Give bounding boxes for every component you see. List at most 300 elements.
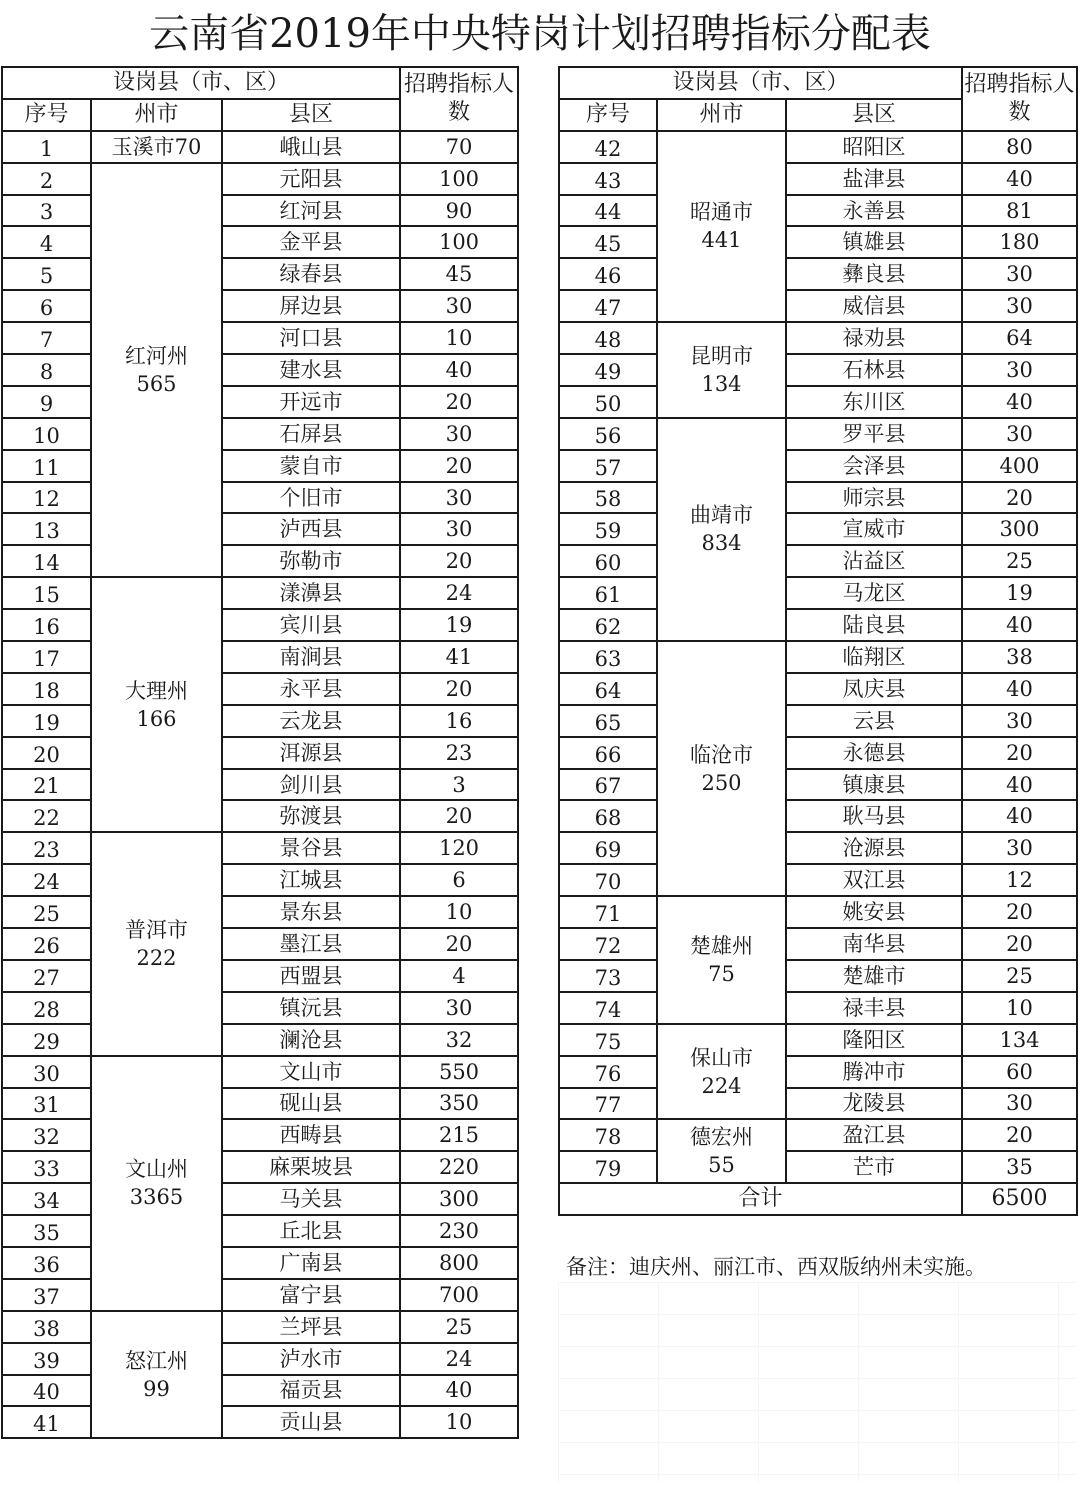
- seq-cell: 57: [559, 450, 657, 482]
- county-cell: 临翔区: [786, 641, 962, 673]
- city-header: 州市: [657, 99, 786, 131]
- total-value: 6500: [962, 1183, 1077, 1215]
- seq-cell: 33: [2, 1151, 91, 1183]
- county-cell: 福贡县: [222, 1375, 400, 1407]
- seq-cell: 42: [559, 131, 657, 163]
- county-cell: 峨山县: [222, 131, 400, 163]
- count-cell: 80: [962, 131, 1077, 163]
- city-cell: [657, 896, 786, 1024]
- city-header: 州市: [91, 99, 222, 131]
- city-name: 文山州: [125, 1157, 188, 1182]
- seq-cell: 21: [2, 769, 91, 801]
- county-cell: 绿春县: [222, 258, 400, 290]
- seq-cell: 6: [2, 290, 91, 322]
- table-row: [2, 386, 518, 418]
- seq-cell: 60: [559, 545, 657, 577]
- count-cell: 20: [962, 482, 1077, 514]
- table-row: [559, 960, 1077, 992]
- county-cell: 会泽县: [786, 450, 962, 482]
- seq-cell: 2: [2, 163, 91, 195]
- county-cell: 金平县: [222, 226, 400, 258]
- table-row: [2, 800, 518, 832]
- seq-cell: 43: [559, 163, 657, 195]
- county-cell: 沧源县: [786, 832, 962, 864]
- table-row: [559, 513, 1077, 545]
- count-cell: 350: [400, 1088, 518, 1120]
- seq-cell: 25: [2, 896, 91, 928]
- table-row: [2, 1119, 518, 1151]
- city-total: 222: [136, 945, 177, 970]
- table-row: [2, 992, 518, 1024]
- table-row: [2, 960, 518, 992]
- county-cell: 广南县: [222, 1247, 400, 1279]
- seq-cell: 14: [2, 545, 91, 577]
- county-cell: 墨江县: [222, 928, 400, 960]
- table-row: [559, 482, 1077, 514]
- count-cell: 40: [400, 1375, 518, 1407]
- county-cell: 开远市: [222, 386, 400, 418]
- count-cell: 64: [962, 322, 1077, 354]
- seq-cell: 75: [559, 1024, 657, 1056]
- table-row: [2, 418, 518, 450]
- county-cell: 西畴县: [222, 1119, 400, 1151]
- county-cell: 腾冲市: [786, 1056, 962, 1088]
- city-total: 99: [143, 1376, 170, 1401]
- header-row: [2, 67, 518, 99]
- table-row: [2, 769, 518, 801]
- city-total: 75: [708, 961, 735, 986]
- county-cell: 永平县: [222, 673, 400, 705]
- table-row: [559, 641, 1077, 673]
- count-cell: 40: [962, 769, 1077, 801]
- city-name: 保山市: [690, 1045, 753, 1070]
- count-cell: 38: [962, 641, 1077, 673]
- count-cell: 700: [400, 1279, 518, 1311]
- table-row: [559, 673, 1077, 705]
- table-row: [559, 545, 1077, 577]
- city-total: 134: [701, 371, 742, 396]
- count-cell: 32: [400, 1024, 518, 1056]
- count-header: 招聘指标人数: [962, 67, 1077, 131]
- table-row: [2, 832, 518, 864]
- empty-grid-background: [558, 1282, 1076, 1482]
- table-row: [2, 1279, 518, 1311]
- seq-cell: 35: [2, 1215, 91, 1247]
- seq-cell: 47: [559, 290, 657, 322]
- seq-cell: 76: [559, 1056, 657, 1088]
- table-row: [2, 896, 518, 928]
- city-total: 565: [136, 371, 177, 396]
- county-cell: 昭阳区: [786, 131, 962, 163]
- seq-cell: 73: [559, 960, 657, 992]
- county-cell: 麻栗坡县: [222, 1151, 400, 1183]
- seq-cell: 13: [2, 513, 91, 545]
- county-header: 县区: [786, 99, 962, 131]
- seq-cell: 62: [559, 609, 657, 641]
- county-cell: 漾濞县: [222, 577, 400, 609]
- city-name: 昆明市: [690, 343, 753, 368]
- table-row: [2, 577, 518, 609]
- allocation-table-left: [1, 66, 519, 1439]
- county-cell: 耿马县: [786, 800, 962, 832]
- table-row: [2, 290, 518, 322]
- count-cell: 23: [400, 737, 518, 769]
- count-cell: 10: [400, 322, 518, 354]
- table-row: [2, 1183, 518, 1215]
- table-row: [2, 1311, 518, 1343]
- count-cell: 120: [400, 832, 518, 864]
- seq-cell: 70: [559, 864, 657, 896]
- count-cell: 20: [962, 1119, 1077, 1151]
- table-row: [2, 258, 518, 290]
- county-cell: 云龙县: [222, 705, 400, 737]
- count-cell: 45: [400, 258, 518, 290]
- county-cell: 镇沅县: [222, 992, 400, 1024]
- city-cell: [91, 1056, 222, 1311]
- city-total: 250: [701, 770, 742, 795]
- table-row: [559, 386, 1077, 418]
- seq-cell: 10: [2, 418, 91, 450]
- table-row: [559, 896, 1077, 928]
- count-cell: 35: [962, 1151, 1077, 1183]
- table-row: [2, 513, 518, 545]
- seq-cell: 48: [559, 322, 657, 354]
- seq-cell: 23: [2, 832, 91, 864]
- table-row: [559, 577, 1077, 609]
- count-cell: 30: [962, 354, 1077, 386]
- seq-cell: 7: [2, 322, 91, 354]
- table-row: [2, 1247, 518, 1279]
- count-cell: 40: [400, 354, 518, 386]
- count-header: 招聘指标人数: [400, 67, 518, 131]
- county-cell: 兰坪县: [222, 1311, 400, 1343]
- table-row: [2, 322, 518, 354]
- table-row: [2, 482, 518, 514]
- seq-cell: 22: [2, 800, 91, 832]
- seq-cell: 50: [559, 386, 657, 418]
- seq-cell: 77: [559, 1088, 657, 1120]
- county-cell: 洱源县: [222, 737, 400, 769]
- city-name: 红河州: [125, 343, 188, 368]
- county-cell: 隆阳区: [786, 1024, 962, 1056]
- count-cell: 40: [962, 609, 1077, 641]
- count-cell: 20: [400, 545, 518, 577]
- count-cell: 3: [400, 769, 518, 801]
- table-row: [559, 195, 1077, 227]
- seq-cell: 41: [2, 1406, 91, 1438]
- table-row: [559, 354, 1077, 386]
- table-row: [559, 163, 1077, 195]
- county-cell: 屏边县: [222, 290, 400, 322]
- county-cell: 蒙自市: [222, 450, 400, 482]
- seq-cell: 66: [559, 737, 657, 769]
- seq-cell: 36: [2, 1247, 91, 1279]
- county-cell: 个旧市: [222, 482, 400, 514]
- county-cell: 西盟县: [222, 960, 400, 992]
- seq-cell: 24: [2, 864, 91, 896]
- city-name: 普洱市: [125, 917, 188, 942]
- table-row: [2, 163, 518, 195]
- count-cell: 81: [962, 195, 1077, 227]
- count-cell: 800: [400, 1247, 518, 1279]
- county-cell: 镇康县: [786, 769, 962, 801]
- count-cell: 41: [400, 641, 518, 673]
- county-cell: 弥勒市: [222, 545, 400, 577]
- table-row: [559, 992, 1077, 1024]
- header-row: [559, 67, 1077, 99]
- count-cell: 300: [400, 1183, 518, 1215]
- city-name: 楚雄州: [690, 933, 753, 958]
- seq-cell: 45: [559, 226, 657, 258]
- table-row: [2, 864, 518, 896]
- table-row: [2, 705, 518, 737]
- county-cell: 泸水市: [222, 1343, 400, 1375]
- seq-cell: 37: [2, 1279, 91, 1311]
- table-row: [2, 450, 518, 482]
- count-cell: 20: [400, 450, 518, 482]
- table-row: [2, 609, 518, 641]
- table-row: [2, 1024, 518, 1056]
- table-row: [2, 673, 518, 705]
- county-cell: 南涧县: [222, 641, 400, 673]
- seq-cell: 19: [2, 705, 91, 737]
- seq-cell: 29: [2, 1024, 91, 1056]
- city-total: 834: [701, 531, 742, 556]
- table-row: [559, 418, 1077, 450]
- city-cell: [657, 322, 786, 418]
- county-cell: 姚安县: [786, 896, 962, 928]
- county-cell: 元阳县: [222, 163, 400, 195]
- seq-cell: 11: [2, 450, 91, 482]
- seq-cell: 61: [559, 577, 657, 609]
- city-total: 55: [708, 1153, 735, 1178]
- county-cell: 马关县: [222, 1183, 400, 1215]
- county-cell: 东川区: [786, 386, 962, 418]
- seq-cell: 44: [559, 195, 657, 227]
- county-cell: 建水县: [222, 354, 400, 386]
- table-row: [2, 1375, 518, 1407]
- county-cell: 石林县: [786, 354, 962, 386]
- table-row: [2, 195, 518, 227]
- count-cell: 20: [400, 928, 518, 960]
- seq-cell: 39: [2, 1343, 91, 1375]
- table-row: [559, 832, 1077, 864]
- seq-cell: 78: [559, 1119, 657, 1151]
- table-row: [559, 928, 1077, 960]
- seq-cell: 58: [559, 482, 657, 514]
- county-cell: 贡山县: [222, 1406, 400, 1438]
- city-cell: [657, 1119, 786, 1183]
- seq-cell: 59: [559, 513, 657, 545]
- city-total: 441: [701, 228, 742, 253]
- county-cell: 盈江县: [786, 1119, 962, 1151]
- count-cell: 25: [962, 545, 1077, 577]
- city-cell: [657, 418, 786, 641]
- table-row: [2, 1406, 518, 1438]
- count-cell: 40: [962, 163, 1077, 195]
- count-cell: 60: [962, 1056, 1077, 1088]
- count-cell: 70: [400, 131, 518, 163]
- table-row: [559, 609, 1077, 641]
- county-cell: 景东县: [222, 896, 400, 928]
- city-name: 昭通市: [690, 200, 753, 225]
- count-cell: 30: [962, 1088, 1077, 1120]
- seq-cell: 27: [2, 960, 91, 992]
- county-cell: 镇雄县: [786, 226, 962, 258]
- count-cell: 230: [400, 1215, 518, 1247]
- table-row: [559, 450, 1077, 482]
- count-cell: 20: [400, 386, 518, 418]
- seq-cell: 34: [2, 1183, 91, 1215]
- count-cell: 30: [400, 290, 518, 322]
- count-cell: 20: [962, 737, 1077, 769]
- table-row: [559, 258, 1077, 290]
- city-total: 166: [136, 706, 177, 731]
- seq-cell: 5: [2, 258, 91, 290]
- county-cell: 河口县: [222, 322, 400, 354]
- count-cell: 4: [400, 960, 518, 992]
- county-cell: 芒市: [786, 1151, 962, 1183]
- count-cell: 20: [400, 800, 518, 832]
- table-row: [559, 864, 1077, 896]
- county-cell: 砚山县: [222, 1088, 400, 1120]
- seq-cell: 28: [2, 992, 91, 1024]
- county-cell: 江城县: [222, 864, 400, 896]
- table-row: [559, 800, 1077, 832]
- count-cell: 24: [400, 577, 518, 609]
- count-cell: 30: [400, 482, 518, 514]
- seq-cell: 8: [2, 354, 91, 386]
- city-cell: [657, 1024, 786, 1120]
- county-cell: 楚雄市: [786, 960, 962, 992]
- count-cell: 20: [962, 928, 1077, 960]
- city-total: 224: [701, 1073, 742, 1098]
- seq-cell: 32: [2, 1119, 91, 1151]
- seq-cell: 26: [2, 928, 91, 960]
- count-cell: 30: [962, 832, 1077, 864]
- county-cell: 龙陵县: [786, 1088, 962, 1120]
- seq-cell: 4: [2, 226, 91, 258]
- seq-cell: 16: [2, 609, 91, 641]
- county-cell: 禄丰县: [786, 992, 962, 1024]
- seq-cell: 68: [559, 800, 657, 832]
- count-cell: 40: [962, 800, 1077, 832]
- count-cell: 40: [962, 386, 1077, 418]
- total-row: [559, 1183, 1077, 1215]
- county-cell: 南华县: [786, 928, 962, 960]
- count-cell: 20: [400, 673, 518, 705]
- city-total: 3365: [129, 1185, 184, 1210]
- count-cell: 300: [962, 513, 1077, 545]
- county-cell: 双江县: [786, 864, 962, 896]
- seq-cell: 46: [559, 258, 657, 290]
- count-cell: 30: [400, 513, 518, 545]
- table-row: [2, 1215, 518, 1247]
- table-row: [2, 226, 518, 258]
- county-cell: 沾益区: [786, 545, 962, 577]
- county-cell: 罗平县: [786, 418, 962, 450]
- county-cell: 威信县: [786, 290, 962, 322]
- city-cell: [91, 163, 222, 578]
- table-row: [2, 928, 518, 960]
- county-cell: 红河县: [222, 195, 400, 227]
- seq-cell: 40: [2, 1375, 91, 1407]
- table-row: [559, 290, 1077, 322]
- location-group-header: 设岗县（市、区）: [2, 67, 400, 99]
- county-cell: 景谷县: [222, 832, 400, 864]
- seq-cell: 49: [559, 354, 657, 386]
- county-cell: 马龙区: [786, 577, 962, 609]
- count-cell: 10: [400, 1406, 518, 1438]
- county-cell: 彝良县: [786, 258, 962, 290]
- footnote: 备注：迪庆州、丽江市、西双版纳州未实施。: [566, 1255, 986, 1279]
- county-cell: 石屏县: [222, 418, 400, 450]
- count-cell: 12: [962, 864, 1077, 896]
- seq-cell: 38: [2, 1311, 91, 1343]
- count-cell: 10: [962, 992, 1077, 1024]
- county-cell: 文山市: [222, 1056, 400, 1088]
- seq-cell: 67: [559, 769, 657, 801]
- seq-cell: 63: [559, 641, 657, 673]
- table-row: [559, 1056, 1077, 1088]
- county-cell: 剑川县: [222, 769, 400, 801]
- count-cell: 180: [962, 226, 1077, 258]
- city-cell: [657, 641, 786, 896]
- table-row: [2, 131, 518, 163]
- city-cell: [91, 131, 222, 163]
- table-row: [2, 354, 518, 386]
- table-row: [559, 737, 1077, 769]
- seq-cell: 69: [559, 832, 657, 864]
- city-cell: [91, 577, 222, 832]
- count-cell: 6: [400, 864, 518, 896]
- county-cell: 禄劝县: [786, 322, 962, 354]
- county-cell: 澜沧县: [222, 1024, 400, 1056]
- location-group-header: 设岗县（市、区）: [559, 67, 962, 99]
- count-cell: 134: [962, 1024, 1077, 1056]
- table-row: [559, 1088, 1077, 1120]
- count-cell: 25: [962, 960, 1077, 992]
- seq-cell: 71: [559, 896, 657, 928]
- count-cell: 30: [962, 258, 1077, 290]
- county-cell: 永德县: [786, 737, 962, 769]
- seq-header: 序号: [2, 99, 91, 131]
- table-row: [2, 641, 518, 673]
- seq-header: 序号: [559, 99, 657, 131]
- city-name: 临沧市: [690, 742, 753, 767]
- total-label: 合计: [559, 1183, 962, 1215]
- table-row: [2, 1088, 518, 1120]
- seq-cell: 1: [2, 131, 91, 163]
- city-name: 德宏州: [690, 1125, 753, 1150]
- county-cell: 永善县: [786, 195, 962, 227]
- seq-cell: 17: [2, 641, 91, 673]
- seq-cell: 30: [2, 1056, 91, 1088]
- count-cell: 20: [962, 896, 1077, 928]
- table-row: [2, 737, 518, 769]
- count-cell: 10: [400, 896, 518, 928]
- count-cell: 100: [400, 163, 518, 195]
- county-cell: 盐津县: [786, 163, 962, 195]
- table-row: [559, 1151, 1077, 1183]
- city-name: 曲靖市: [690, 503, 753, 528]
- city-name: 大理州: [125, 678, 188, 703]
- seq-cell: 56: [559, 418, 657, 450]
- county-cell: 师宗县: [786, 482, 962, 514]
- count-cell: 30: [400, 418, 518, 450]
- county-header: 县区: [222, 99, 400, 131]
- county-cell: 宣威市: [786, 513, 962, 545]
